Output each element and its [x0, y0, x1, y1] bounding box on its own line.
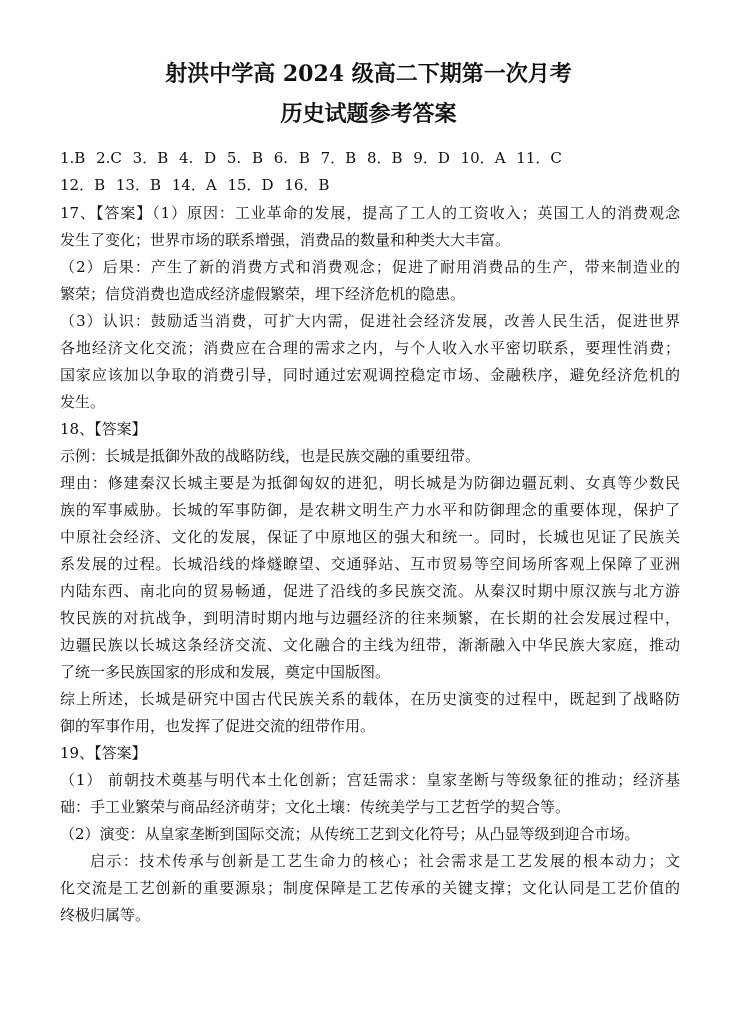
- text-line: 18、【答案】: [60, 420, 147, 438]
- text-line: 各地经济文化交流；消费应在合理的需求之内，与个人收入水平密切联系，要理性消费；: [60, 339, 680, 357]
- text-line: 17、【答案】（1）原因：工业革命的发展，提高了工人的工资收入；英国工人的消费观念: [60, 204, 680, 222]
- text-line: 系发展的过程。长城沿线的烽燧瞭望、交通驿站、互市贸易等空间场所客观上保障了亚洲: [60, 555, 680, 573]
- text-line: （2）演变：从皇家垄断到国际交流；从传统工艺到文化符号；从凸显等级到迎合市场。: [60, 825, 640, 843]
- text-line: （3）认识：鼓励适当消费，可扩大内需，促进社会经济发展，改善人民生活，促进世界: [60, 312, 680, 330]
- text-line: 终极归属等。: [60, 906, 151, 924]
- text-line: 边疆民族以长城这条经济交流、文化融合的主线为纽带，渐渐融入中华民族大家庭，推动: [60, 636, 680, 654]
- text-line: （1） 前朝技术奠基与明代本土化创新；宫廷需求：皇家垄断与等级象征的推动；经济基: [60, 771, 680, 789]
- mcq-line: 12．B 13．B 14．A 15．D 16．B: [60, 176, 330, 194]
- text-line: 19、【答案】: [60, 744, 147, 762]
- mcq-line: 1.B 2.C 3．B 4. D 5. B 6. B 7．B 8．B 9．D 10．A 11．C: [60, 149, 562, 167]
- text-line: 化交流是工艺创新的重要源泉；制度保障是工艺传承的关键支撑；文化认同是工艺价值的: [60, 879, 680, 897]
- text-line: 启示：技术传承与创新是工艺生命力的核心；社会需求是工艺发展的根本动力；文: [90, 852, 680, 870]
- text-line: 了统一多民族国家的形成和发展，奠定中国版图。: [60, 663, 391, 681]
- text-line: 御的军事作用，也发挥了促进交流的纽带作用。: [60, 717, 376, 735]
- text-line: 国家应该加以争取的消费引导，同时通过宏观调控稳定市场、金融秩序，避免经济危机的: [60, 366, 680, 384]
- text-line: 内陆东西、南北向的贸易畅通，促进了沿线的多民族交流。从秦汉时期中原汉族与北方游: [60, 582, 680, 600]
- text-line: 族的军事威胁。长城的军事防御，是农耕文明生产力水平和防御理念的重要体现，保护了: [60, 501, 680, 519]
- text-line: （2）后果：产生了新的消费方式和消费观念；促进了耐用消费品的生产，带来制造业的: [60, 258, 680, 276]
- page-title-line-2: 历史试题参考答案: [280, 101, 457, 127]
- text-line: 繁荣；信贷消费也造成经济虚假繁荣，埋下经济危机的隐患。: [60, 285, 466, 303]
- text-line: 发生了变化；世界市场的联系增强，消费品的数量和种类大大丰富。: [60, 231, 511, 249]
- text-line: 础：手工业繁荣与商品经济萌芽；文化土壤：传统美学与工艺哲学的契合等。: [60, 798, 571, 816]
- text-line: 发生。: [60, 393, 106, 411]
- text-line: 理由：修建秦汉长城主要是为抵御匈奴的进犯，明长城是为防御边疆瓦剌、女真等少数民: [60, 474, 680, 492]
- text-line: 综上所述，长城是研究中国古代民族关系的载体，在历史演变的过程中，既起到了战略防: [60, 690, 680, 708]
- text-line: 中原社会经济、文化的发展，保证了中原地区的强大和统一。同时，长城也见证了民族关: [60, 528, 680, 546]
- text-line: 示例：长城是抵御外敌的战略防线，也是民族交融的重要纽带。: [60, 447, 481, 465]
- page-title-line-1: 射洪中学高 2024 级高二下期第一次月考: [165, 61, 572, 87]
- text-line: 牧民族的对抗战争，到明清时期内地与边疆经济的往来频繁，在长期的社会发展过程中，: [60, 609, 680, 627]
